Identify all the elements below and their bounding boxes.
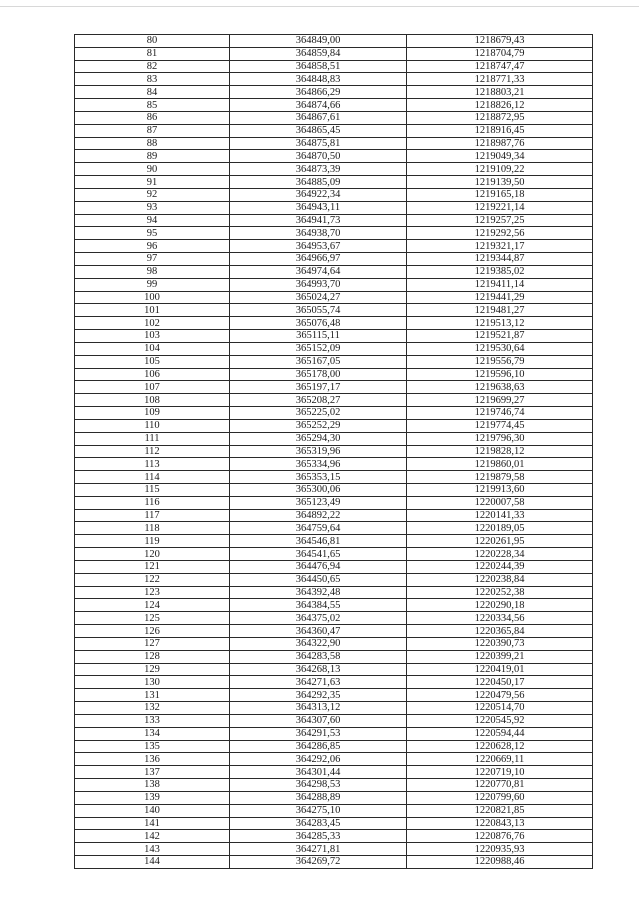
y-coordinate-cell: 1218747,47 [407, 60, 593, 73]
table-row [75, 637, 593, 650]
point-number-cell: 137 [75, 766, 230, 779]
x-coordinate-cell: 365178,00 [230, 368, 407, 381]
table-row [75, 779, 593, 792]
x-coordinate-cell: 364275,10 [230, 804, 407, 817]
point-number-cell: 118 [75, 522, 230, 535]
y-coordinate-cell: 1219913,60 [407, 483, 593, 496]
table-row [75, 727, 593, 740]
point-number-cell: 100 [75, 291, 230, 304]
table-row [75, 278, 593, 291]
point-number-cell: 144 [75, 856, 230, 869]
coordinate-table [74, 34, 593, 869]
point-number-cell: 116 [75, 496, 230, 509]
point-number-cell: 103 [75, 330, 230, 343]
point-number-cell: 119 [75, 535, 230, 548]
table-row [75, 496, 593, 509]
y-coordinate-cell: 1219530,64 [407, 342, 593, 355]
table-row [75, 227, 593, 240]
point-number-cell: 98 [75, 265, 230, 278]
x-coordinate-cell: 364885,09 [230, 176, 407, 189]
table-row [75, 445, 593, 458]
table-row [75, 599, 593, 612]
y-coordinate-cell: 1220290,18 [407, 599, 593, 612]
y-coordinate-cell: 1220988,46 [407, 856, 593, 869]
x-coordinate-cell: 364866,29 [230, 86, 407, 99]
table-row [75, 804, 593, 817]
x-coordinate-cell: 365197,17 [230, 381, 407, 394]
y-coordinate-cell: 1220244,39 [407, 560, 593, 573]
point-number-cell: 132 [75, 702, 230, 715]
x-coordinate-cell: 364546,81 [230, 535, 407, 548]
table-row [75, 240, 593, 253]
y-coordinate-cell: 1219796,30 [407, 432, 593, 445]
table-row [75, 432, 593, 445]
y-coordinate-cell: 1220669,11 [407, 753, 593, 766]
point-number-cell: 140 [75, 804, 230, 817]
table-row [75, 188, 593, 201]
table-row [75, 766, 593, 779]
y-coordinate-cell: 1219638,63 [407, 381, 593, 394]
table-row [75, 522, 593, 535]
y-coordinate-cell: 1219746,74 [407, 407, 593, 420]
table-row [75, 548, 593, 561]
point-number-cell: 91 [75, 176, 230, 189]
point-number-cell: 134 [75, 727, 230, 740]
y-coordinate-cell: 1218872,95 [407, 111, 593, 124]
x-coordinate-cell: 364288,89 [230, 791, 407, 804]
y-coordinate-cell: 1220450,17 [407, 676, 593, 689]
table-row [75, 60, 593, 73]
point-number-cell: 82 [75, 60, 230, 73]
x-coordinate-cell: 364269,72 [230, 856, 407, 869]
y-coordinate-cell: 1220479,56 [407, 689, 593, 702]
point-number-cell: 126 [75, 625, 230, 638]
y-coordinate-cell: 1220189,05 [407, 522, 593, 535]
x-coordinate-cell: 365123,49 [230, 496, 407, 509]
y-coordinate-cell: 1220334,56 [407, 612, 593, 625]
y-coordinate-cell: 1219165,18 [407, 188, 593, 201]
point-number-cell: 128 [75, 650, 230, 663]
y-coordinate-cell: 1218704,79 [407, 47, 593, 60]
x-coordinate-cell: 364993,70 [230, 278, 407, 291]
table-row [75, 471, 593, 484]
y-coordinate-cell: 1220876,76 [407, 830, 593, 843]
x-coordinate-cell: 364476,94 [230, 560, 407, 573]
table-row [75, 317, 593, 330]
table-row [75, 560, 593, 573]
x-coordinate-cell: 365115,11 [230, 330, 407, 343]
point-number-cell: 94 [75, 214, 230, 227]
table-row [75, 176, 593, 189]
table-row [75, 291, 593, 304]
point-number-cell: 125 [75, 612, 230, 625]
y-coordinate-cell: 1220238,84 [407, 573, 593, 586]
table-row [75, 99, 593, 112]
x-coordinate-cell: 364384,55 [230, 599, 407, 612]
y-coordinate-cell: 1220545,92 [407, 714, 593, 727]
x-coordinate-cell: 365353,15 [230, 471, 407, 484]
point-number-cell: 131 [75, 689, 230, 702]
y-coordinate-cell: 1219441,29 [407, 291, 593, 304]
x-coordinate-cell: 364375,02 [230, 612, 407, 625]
table-row [75, 394, 593, 407]
x-coordinate-cell: 365167,05 [230, 355, 407, 368]
x-coordinate-cell: 364271,63 [230, 676, 407, 689]
x-coordinate-cell: 364938,70 [230, 227, 407, 240]
y-coordinate-cell: 1220843,13 [407, 817, 593, 830]
x-coordinate-cell: 365225,02 [230, 407, 407, 420]
point-number-cell: 107 [75, 381, 230, 394]
y-coordinate-cell: 1219556,79 [407, 355, 593, 368]
y-coordinate-cell: 1218771,33 [407, 73, 593, 86]
x-coordinate-cell: 365294,30 [230, 432, 407, 445]
point-number-cell: 108 [75, 394, 230, 407]
y-coordinate-cell: 1219139,50 [407, 176, 593, 189]
y-coordinate-cell: 1220935,93 [407, 843, 593, 856]
table-row [75, 612, 593, 625]
table-row [75, 714, 593, 727]
y-coordinate-cell: 1220628,12 [407, 740, 593, 753]
y-coordinate-cell: 1219049,34 [407, 150, 593, 163]
x-coordinate-cell: 365334,96 [230, 458, 407, 471]
table-row [75, 47, 593, 60]
table-row [75, 330, 593, 343]
y-coordinate-cell: 1220390,73 [407, 637, 593, 650]
y-coordinate-cell: 1219292,56 [407, 227, 593, 240]
table-row [75, 73, 593, 86]
x-coordinate-cell: 364873,39 [230, 163, 407, 176]
table-row [75, 201, 593, 214]
point-number-cell: 129 [75, 663, 230, 676]
x-coordinate-cell: 364291,53 [230, 727, 407, 740]
y-coordinate-cell: 1220719,10 [407, 766, 593, 779]
table-row [75, 355, 593, 368]
y-coordinate-cell: 1220365,84 [407, 625, 593, 638]
x-coordinate-cell: 365076,48 [230, 317, 407, 330]
y-coordinate-cell: 1219699,27 [407, 394, 593, 407]
x-coordinate-cell: 364541,65 [230, 548, 407, 561]
y-coordinate-cell: 1219828,12 [407, 445, 593, 458]
point-number-cell: 109 [75, 407, 230, 420]
table-row [75, 663, 593, 676]
table-row [75, 342, 593, 355]
y-coordinate-cell: 1219513,12 [407, 317, 593, 330]
x-coordinate-cell: 364865,45 [230, 124, 407, 137]
x-coordinate-cell: 365300,06 [230, 483, 407, 496]
table-row [75, 381, 593, 394]
x-coordinate-cell: 364974,64 [230, 265, 407, 278]
x-coordinate-cell: 364292,35 [230, 689, 407, 702]
table-row [75, 843, 593, 856]
point-number-cell: 122 [75, 573, 230, 586]
page-top-rule [0, 6, 639, 7]
x-coordinate-cell: 365152,09 [230, 342, 407, 355]
y-coordinate-cell: 1219411,14 [407, 278, 593, 291]
table-row [75, 111, 593, 124]
x-coordinate-cell: 365208,27 [230, 394, 407, 407]
point-number-cell: 104 [75, 342, 230, 355]
table-row [75, 791, 593, 804]
point-number-cell: 90 [75, 163, 230, 176]
point-number-cell: 133 [75, 714, 230, 727]
y-coordinate-cell: 1219521,87 [407, 330, 593, 343]
point-number-cell: 135 [75, 740, 230, 753]
y-coordinate-cell: 1220419,01 [407, 663, 593, 676]
table-row [75, 483, 593, 496]
y-coordinate-cell: 1219109,22 [407, 163, 593, 176]
point-number-cell: 141 [75, 817, 230, 830]
x-coordinate-cell: 364892,22 [230, 509, 407, 522]
x-coordinate-cell: 364858,51 [230, 60, 407, 73]
table-row [75, 753, 593, 766]
x-coordinate-cell: 364759,64 [230, 522, 407, 535]
table-row [75, 458, 593, 471]
x-coordinate-cell: 364859,84 [230, 47, 407, 60]
point-number-cell: 138 [75, 779, 230, 792]
x-coordinate-cell: 364392,48 [230, 586, 407, 599]
point-number-cell: 115 [75, 483, 230, 496]
y-coordinate-cell: 1219321,17 [407, 240, 593, 253]
x-coordinate-cell: 364313,12 [230, 702, 407, 715]
point-number-cell: 99 [75, 278, 230, 291]
point-number-cell: 117 [75, 509, 230, 522]
table-row [75, 689, 593, 702]
y-coordinate-cell: 1220770,81 [407, 779, 593, 792]
point-number-cell: 111 [75, 432, 230, 445]
point-number-cell: 83 [75, 73, 230, 86]
table-row [75, 509, 593, 522]
x-coordinate-cell: 364292,06 [230, 753, 407, 766]
x-coordinate-cell: 365319,96 [230, 445, 407, 458]
x-coordinate-cell: 364966,97 [230, 253, 407, 266]
y-coordinate-cell: 1219221,14 [407, 201, 593, 214]
y-coordinate-cell: 1220594,44 [407, 727, 593, 740]
point-number-cell: 130 [75, 676, 230, 689]
x-coordinate-cell: 364283,58 [230, 650, 407, 663]
x-coordinate-cell: 364271,81 [230, 843, 407, 856]
table-row [75, 124, 593, 137]
table-row [75, 650, 593, 663]
table-row [75, 35, 593, 48]
x-coordinate-cell: 364870,50 [230, 150, 407, 163]
table-row [75, 253, 593, 266]
x-coordinate-cell: 364943,11 [230, 201, 407, 214]
x-coordinate-cell: 364307,60 [230, 714, 407, 727]
point-number-cell: 81 [75, 47, 230, 60]
point-number-cell: 93 [75, 201, 230, 214]
y-coordinate-cell: 1219860,01 [407, 458, 593, 471]
x-coordinate-cell: 365252,29 [230, 419, 407, 432]
point-number-cell: 121 [75, 560, 230, 573]
y-coordinate-cell: 1218826,12 [407, 99, 593, 112]
y-coordinate-cell: 1220007,58 [407, 496, 593, 509]
point-number-cell: 80 [75, 35, 230, 48]
table-row [75, 586, 593, 599]
y-coordinate-cell: 1220141,33 [407, 509, 593, 522]
y-coordinate-cell: 1219344,87 [407, 253, 593, 266]
point-number-cell: 102 [75, 317, 230, 330]
point-number-cell: 114 [75, 471, 230, 484]
x-coordinate-cell: 364285,33 [230, 830, 407, 843]
x-coordinate-cell: 365024,27 [230, 291, 407, 304]
point-number-cell: 92 [75, 188, 230, 201]
y-coordinate-cell: 1220799,60 [407, 791, 593, 804]
y-coordinate-cell: 1220399,21 [407, 650, 593, 663]
point-number-cell: 88 [75, 137, 230, 150]
table-row [75, 625, 593, 638]
y-coordinate-cell: 1219596,10 [407, 368, 593, 381]
table-row [75, 856, 593, 869]
point-number-cell: 136 [75, 753, 230, 766]
x-coordinate-cell: 364268,13 [230, 663, 407, 676]
y-coordinate-cell: 1220252,38 [407, 586, 593, 599]
table-row [75, 817, 593, 830]
x-coordinate-cell: 365055,74 [230, 304, 407, 317]
table-row [75, 702, 593, 715]
point-number-cell: 127 [75, 637, 230, 650]
x-coordinate-cell: 364953,67 [230, 240, 407, 253]
y-coordinate-cell: 1218803,21 [407, 86, 593, 99]
coordinate-table-body [75, 35, 593, 869]
table-row [75, 137, 593, 150]
y-coordinate-cell: 1218987,76 [407, 137, 593, 150]
table-row [75, 304, 593, 317]
x-coordinate-cell: 364941,73 [230, 214, 407, 227]
y-coordinate-cell: 1219774,45 [407, 419, 593, 432]
point-number-cell: 97 [75, 253, 230, 266]
y-coordinate-cell: 1219481,27 [407, 304, 593, 317]
point-number-cell: 113 [75, 458, 230, 471]
point-number-cell: 95 [75, 227, 230, 240]
point-number-cell: 105 [75, 355, 230, 368]
x-coordinate-cell: 364283,45 [230, 817, 407, 830]
table-row [75, 368, 593, 381]
point-number-cell: 142 [75, 830, 230, 843]
table-row [75, 86, 593, 99]
point-number-cell: 143 [75, 843, 230, 856]
x-coordinate-cell: 364286,85 [230, 740, 407, 753]
x-coordinate-cell: 364867,61 [230, 111, 407, 124]
point-number-cell: 101 [75, 304, 230, 317]
x-coordinate-cell: 364360,47 [230, 625, 407, 638]
table-row [75, 407, 593, 420]
table-row [75, 419, 593, 432]
x-coordinate-cell: 364322,90 [230, 637, 407, 650]
point-number-cell: 84 [75, 86, 230, 99]
table-row [75, 740, 593, 753]
y-coordinate-cell: 1220514,70 [407, 702, 593, 715]
y-coordinate-cell: 1218916,45 [407, 124, 593, 137]
table-row [75, 265, 593, 278]
point-number-cell: 112 [75, 445, 230, 458]
table-row [75, 830, 593, 843]
x-coordinate-cell: 364874,66 [230, 99, 407, 112]
table-row [75, 676, 593, 689]
point-number-cell: 124 [75, 599, 230, 612]
point-number-cell: 87 [75, 124, 230, 137]
coordinate-table-container [74, 34, 592, 869]
table-row [75, 150, 593, 163]
table-row [75, 214, 593, 227]
y-coordinate-cell: 1219385,02 [407, 265, 593, 278]
point-number-cell: 86 [75, 111, 230, 124]
point-number-cell: 120 [75, 548, 230, 561]
x-coordinate-cell: 364298,53 [230, 779, 407, 792]
x-coordinate-cell: 364849,00 [230, 35, 407, 48]
point-number-cell: 110 [75, 419, 230, 432]
x-coordinate-cell: 364301,44 [230, 766, 407, 779]
point-number-cell: 123 [75, 586, 230, 599]
y-coordinate-cell: 1218679,43 [407, 35, 593, 48]
table-row [75, 573, 593, 586]
y-coordinate-cell: 1220228,34 [407, 548, 593, 561]
table-row [75, 535, 593, 548]
point-number-cell: 96 [75, 240, 230, 253]
point-number-cell: 85 [75, 99, 230, 112]
y-coordinate-cell: 1220821,85 [407, 804, 593, 817]
table-row [75, 163, 593, 176]
y-coordinate-cell: 1219257,25 [407, 214, 593, 227]
x-coordinate-cell: 364922,34 [230, 188, 407, 201]
x-coordinate-cell: 364848,83 [230, 73, 407, 86]
point-number-cell: 106 [75, 368, 230, 381]
point-number-cell: 139 [75, 791, 230, 804]
x-coordinate-cell: 364450,65 [230, 573, 407, 586]
point-number-cell: 89 [75, 150, 230, 163]
y-coordinate-cell: 1219879,58 [407, 471, 593, 484]
y-coordinate-cell: 1220261,95 [407, 535, 593, 548]
x-coordinate-cell: 364875,81 [230, 137, 407, 150]
